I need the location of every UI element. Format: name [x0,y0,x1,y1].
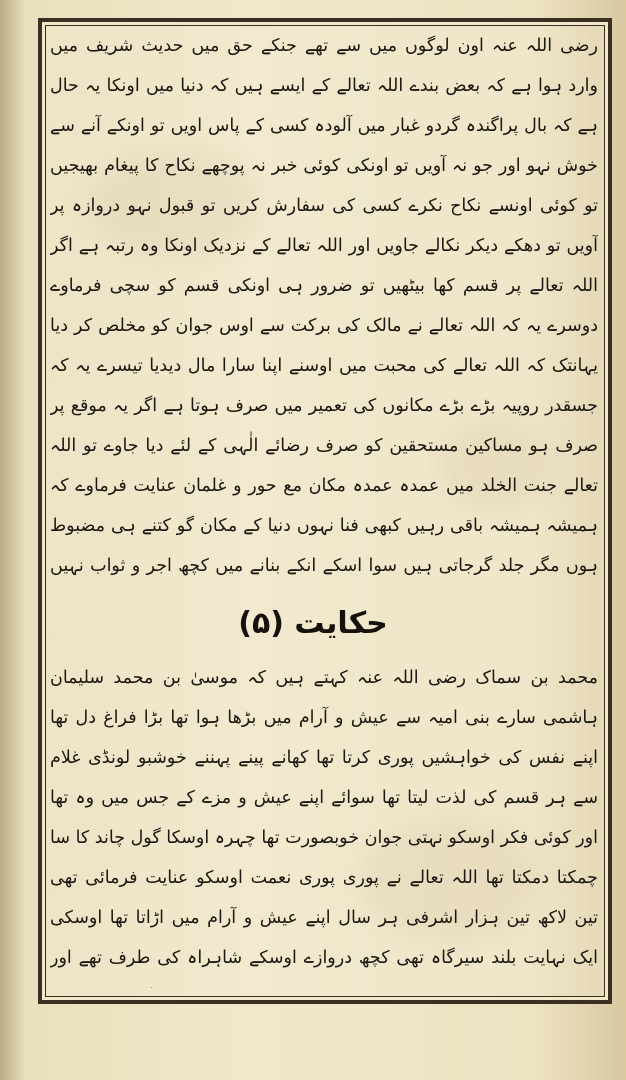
paragraph-1: رضی اللہ عنہ اون لوگوں میں سے تھے جنکے حق میں حدیث شریف میں وارد ہوا ہے کہ بعض بندے اللہ تعالے کے ایسے ہیں کہ دنیا میں اونکا یہ حال ہے کہ بال پراگندہ گردو غبار میں آلودہ کسی کے پاس اویں تو اونکے آنے سے خوش نہو اور جو نہ آویں تو اونکی کوئی خبر نہ پوچھے نکاح کا پیغام بھیجیں تو کوئی اونسے نکاح نکرے کسی کی سفارش کریں تو قبول نہو دروازہ پر آویں تو دھکے دیکر نکالے جاویں اور اللہ تعالے کے نزدیک اونکا وہ رتبہ ہے اگر اللہ تعالے پر قسم کھا بیٹھیں تو ضرور ہی اونکی قسم کو سچی فرماوے دوسرے یہ کہ اللہ تعالے نے مالک کی برکت سے اوس جوان کو مخلص کر دیا یہانتک کہ اللہ تعالے کی محبت میں اوسنے اپنا سارا مال دیدیا تیسرے یہ کہ جسقدر روپیہ بڑے بڑے مکانوں کی تعمیر میں صرف ہوتا ہے اگر یہ موقع پر صرف ہو مساکین مستحقین کو صرف رضائے الٰہی کے لئے دیا جاوے تو اللہ تعالے جنت الخلد میں عمدہ عمدہ مکان مع حور و غلمان عنایت فرماوے کہ ہمیشہ ہمیشہ باقی رہیں کبھی فنا نہوں دنیا کے مکان گو کتنے ہی مضبوط ہوں مگر جلد گرجاتی ہیں سوا اسکے انکے بنانے میں کچھ اجر و ثواب نہیں [50,36,598,576]
section-heading: حکایت (۵) [238,606,388,641]
paragraph-2: محمد بن سماک رضی اللہ عنہ کہتے ہیں کہ موسیٰ بن محمد سلیمان ہاشمی سارے بنی امیہ سے عیش و آرام میں بڑھا ہوا تھا بڑا فراغ دل تھا اپنے نفس کی خواہشیں پوری کرتا تھا کھانے پینے پہننے خوشبو لونڈی غلام سے ہر قسم کی لذت لیتا تھا سوائے اپنے عیش و مزے کے جس میں وہ تھا اور کوئی فکر اوسکو نہتی جوان خوبصورت تھا چہرہ اوسکا گول چاند کا سا چمکتا دمکتا تھا اللہ تعالے نے پوری پوری نعمت اوسکو عنایت فرمائی تھی تین لاکھ تین ہزار اشرفی ہر سال اپنے عیش و آرام میں اڑاتا تھا اوسکی ایک نہایت بلند سیرگاہ تھی کچھ دروازے اوسکے شاہراہ کی طرف تھے اور [50,668,598,968]
